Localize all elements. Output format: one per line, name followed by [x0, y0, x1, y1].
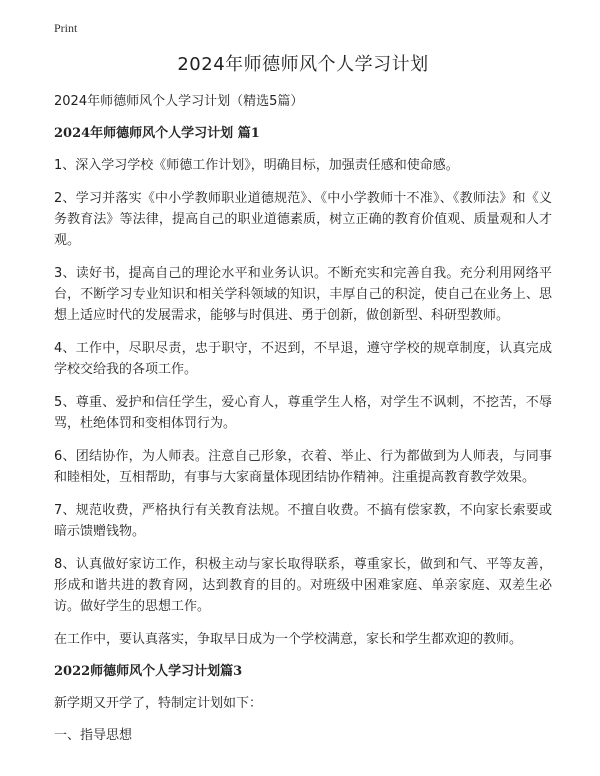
paragraph: 1、深入学习学校《师德工作计划》，明确目标，加强责任感和使命感。	[54, 158, 459, 173]
paragraph: 6、团结协作，为人师表。注意自己形象，衣着、举止、行为都做到为人师表，与同事和睦相处，互相帮助，有事与大家商量体现团结协作精神。注重提高教育教学效果。	[54, 449, 552, 485]
paragraph: 8、认真做好家访工作，积极主动与家长取得联系，尊重家长，做到和气、平等友善，形成和谐共进的教育网，达到教育的目的。对班级中困难家庭、单亲家庭、双差生必访。做好学生的思想工作。	[54, 557, 552, 614]
document-subtitle: 2024年师德师风个人学习计划（精选5篇）	[54, 94, 304, 109]
print-link[interactable]: Print	[54, 21, 78, 35]
paragraph: 4、工作中，尽职尽责，忠于职守，不迟到，不早退，遵守学校的规章制度，认真完成学校交给我的各项工作。	[54, 341, 552, 377]
section-1	[54, 124, 552, 650]
paragraph: 在工作中，要认真落实，争取早日成为一个学校满意，家长和学生都欢迎的教师。	[54, 632, 523, 647]
paragraph: 5、尊重、爱护和信任学生，爱心育人，尊重学生人格，对学生不讽刺，不挖苦，不辱骂，杜绝体罚和变相体罚行为。	[54, 395, 552, 431]
document-body	[54, 52, 552, 757]
section-2	[54, 662, 552, 746]
section-heading: 2024年师德师风个人学习计划 篇1	[54, 126, 260, 141]
paragraph: 2、学习并落实《中小学教师职业道德规范》、《中小学教师十不准》、《教师法》和《义务教育法》等法律，提高自己的职业道德素质，树立正确的教育价值观、质量观和人才观。	[54, 191, 552, 248]
document-title: 2024年师德师风个人学习计划	[177, 54, 429, 75]
section-heading: 2022师德师风个人学习计划篇3	[54, 664, 243, 679]
paragraph: 3、读好书，提高自己的理论水平和业务认识。不断充实和完善自我。充分利用网络平台，不断学习专业知识和相关学科领域的知识，丰厚自己的积淀，使自己在业务上、思想上适应时代的发展需求，能够与时俱进、勇于创新，做创新型、科研型教师。	[54, 266, 552, 323]
paragraph: 7、规范收费，严格执行有关教育法规。不擅自收费。不搞有偿家教，不向家长索要或暗示馈赠钱物。	[54, 503, 552, 539]
paragraph: 新学期又开学了，特制定计划如下：	[54, 696, 263, 711]
paragraph: 一、指导思想	[54, 728, 133, 743]
